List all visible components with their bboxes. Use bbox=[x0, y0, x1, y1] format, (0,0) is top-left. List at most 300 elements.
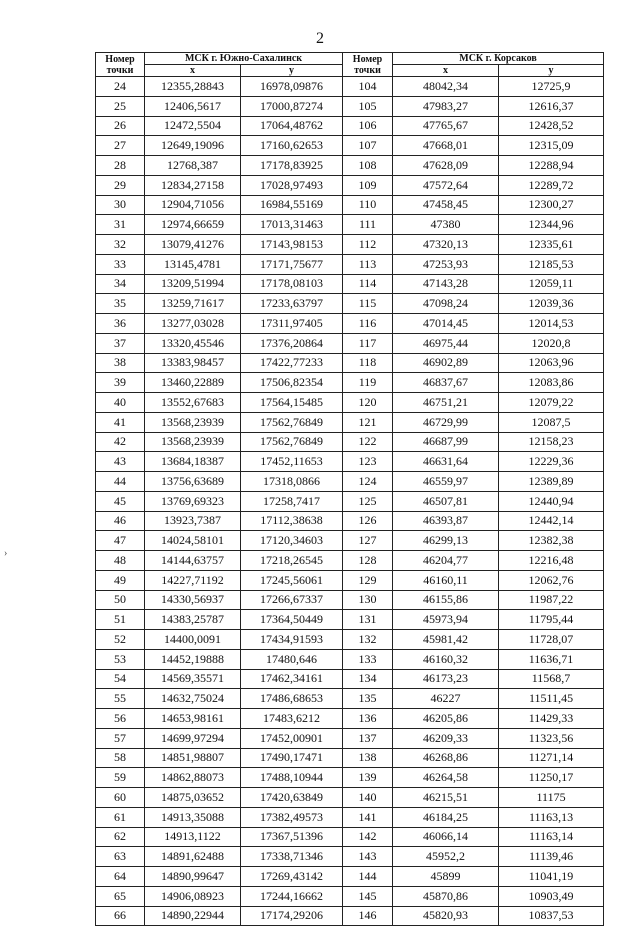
left-x-cell: 14875,03652 bbox=[145, 788, 241, 808]
left-y-cell: 17506,82354 bbox=[241, 373, 343, 393]
left-x-cell: 12406,5617 bbox=[145, 96, 241, 116]
point-number-right-cell: 110 bbox=[343, 195, 393, 215]
point-number-right-cell: 145 bbox=[343, 886, 393, 906]
left-x-cell: 12768,387 bbox=[145, 156, 241, 176]
point-number-right-cell: 127 bbox=[343, 531, 393, 551]
left-x-cell: 14144,63757 bbox=[145, 551, 241, 571]
table-row bbox=[96, 867, 604, 887]
right-y-cell: 11728,07 bbox=[499, 630, 604, 650]
left-y-cell: 17367,51396 bbox=[241, 827, 343, 847]
point-number-left-cell: 50 bbox=[96, 590, 145, 610]
point-number-left-cell: 60 bbox=[96, 788, 145, 808]
coordinates-table bbox=[95, 52, 604, 926]
right-x-cell: 47765,67 bbox=[393, 116, 499, 136]
point-number-left-cell: 65 bbox=[96, 886, 145, 906]
right-x-cell: 46268,86 bbox=[393, 748, 499, 768]
point-number-right-cell: 111 bbox=[343, 215, 393, 235]
left-x-cell: 14913,1122 bbox=[145, 827, 241, 847]
right-y-cell: 11568,7 bbox=[499, 669, 604, 689]
left-x-cell: 13277,03028 bbox=[145, 314, 241, 334]
point-number-left-cell: 48 bbox=[96, 551, 145, 571]
right-y-cell: 11987,22 bbox=[499, 590, 604, 610]
table-row bbox=[96, 827, 604, 847]
table-row bbox=[96, 788, 604, 808]
right-x-cell: 46173,23 bbox=[393, 669, 499, 689]
left-y-cell: 17233,63797 bbox=[241, 294, 343, 314]
point-number-left-cell: 66 bbox=[96, 906, 145, 926]
point-number-right-cell: 136 bbox=[343, 709, 393, 729]
point-number-left-cell: 52 bbox=[96, 630, 145, 650]
right-x-cell: 47668,01 bbox=[393, 136, 499, 156]
point-number-left-cell: 24 bbox=[96, 77, 145, 97]
left-y-cell: 17382,49573 bbox=[241, 807, 343, 827]
left-y-cell: 17422,77233 bbox=[241, 353, 343, 373]
point-number-left-cell: 63 bbox=[96, 847, 145, 867]
point-number-left-cell: 55 bbox=[96, 689, 145, 709]
left-x-cell: 13756,63689 bbox=[145, 472, 241, 492]
right-x-cell: 46205,86 bbox=[393, 709, 499, 729]
left-x-cell: 13552,67683 bbox=[145, 393, 241, 413]
left-x-cell: 12355,28843 bbox=[145, 77, 241, 97]
right-x-cell: 46751,21 bbox=[393, 393, 499, 413]
right-y-cell: 12039,36 bbox=[499, 294, 604, 314]
right-x-cell: 47014,45 bbox=[393, 314, 499, 334]
table-row bbox=[96, 235, 604, 255]
point-number-right-cell: 141 bbox=[343, 807, 393, 827]
left-x-cell: 13923,7387 bbox=[145, 511, 241, 531]
point-number-left-cell: 26 bbox=[96, 116, 145, 136]
left-y-cell: 17112,38638 bbox=[241, 511, 343, 531]
point-number-left-cell: 45 bbox=[96, 491, 145, 511]
table-row bbox=[96, 768, 604, 788]
left-y-cell: 17143,98153 bbox=[241, 235, 343, 255]
left-y-cell: 17171,75677 bbox=[241, 254, 343, 274]
table-row bbox=[96, 412, 604, 432]
left-y-cell: 17178,08103 bbox=[241, 274, 343, 294]
right-y-cell: 12382,38 bbox=[499, 531, 604, 551]
left-x-cell: 13320,45546 bbox=[145, 333, 241, 353]
left-y-header: y bbox=[241, 65, 343, 77]
left-y-cell: 17562,76849 bbox=[241, 412, 343, 432]
point-number-right-cell: 120 bbox=[343, 393, 393, 413]
table-row bbox=[96, 314, 604, 334]
right-x-cell: 45973,94 bbox=[393, 610, 499, 630]
left-y-cell: 17483,6212 bbox=[241, 709, 343, 729]
right-y-cell: 12014,53 bbox=[499, 314, 604, 334]
point-number-right-cell: 134 bbox=[343, 669, 393, 689]
point-number-left-cell: 36 bbox=[96, 314, 145, 334]
table-row bbox=[96, 630, 604, 650]
right-y-cell: 12442,14 bbox=[499, 511, 604, 531]
point-number-right-cell: 146 bbox=[343, 906, 393, 926]
point-number-right-cell: 140 bbox=[343, 788, 393, 808]
table-row bbox=[96, 452, 604, 472]
right-y-cell: 11250,17 bbox=[499, 768, 604, 788]
table-row bbox=[96, 748, 604, 768]
table-row bbox=[96, 590, 604, 610]
right-x-cell: 46184,25 bbox=[393, 807, 499, 827]
table-row bbox=[96, 156, 604, 176]
right-y-cell: 12229,36 bbox=[499, 452, 604, 472]
right-x-cell: 47253,93 bbox=[393, 254, 499, 274]
right-y-cell: 10903,49 bbox=[499, 886, 604, 906]
table-row bbox=[96, 294, 604, 314]
left-y-cell: 17434,91593 bbox=[241, 630, 343, 650]
point-number-right-cell: 105 bbox=[343, 96, 393, 116]
right-x-cell: 45952,2 bbox=[393, 847, 499, 867]
left-y-cell: 17258,7417 bbox=[241, 491, 343, 511]
left-x-cell: 12974,66659 bbox=[145, 215, 241, 235]
table-row bbox=[96, 116, 604, 136]
point-number-right-cell: 116 bbox=[343, 314, 393, 334]
table-row bbox=[96, 610, 604, 630]
point-number-right-cell: 106 bbox=[343, 116, 393, 136]
point-number-right-cell: 137 bbox=[343, 728, 393, 748]
right-y-cell: 11429,33 bbox=[499, 709, 604, 729]
point-number-left-cell: 28 bbox=[96, 156, 145, 176]
right-y-cell: 11163,14 bbox=[499, 827, 604, 847]
left-x-cell: 14699,97294 bbox=[145, 728, 241, 748]
point-number-left-cell: 41 bbox=[96, 412, 145, 432]
left-y-cell: 17218,26545 bbox=[241, 551, 343, 571]
point-number-left-cell: 42 bbox=[96, 432, 145, 452]
left-x-cell: 14913,35088 bbox=[145, 807, 241, 827]
left-x-cell: 14906,08923 bbox=[145, 886, 241, 906]
right-x-cell: 46066,14 bbox=[393, 827, 499, 847]
point-number-right-cell: 118 bbox=[343, 353, 393, 373]
right-x-cell: 46837,67 bbox=[393, 373, 499, 393]
left-x-cell: 12834,27158 bbox=[145, 175, 241, 195]
left-y-cell: 17462,34161 bbox=[241, 669, 343, 689]
scan-mark: › bbox=[4, 548, 8, 559]
left-x-cell: 14452,19888 bbox=[145, 649, 241, 669]
right-y-cell: 11636,71 bbox=[499, 649, 604, 669]
left-x-cell: 13383,98457 bbox=[145, 353, 241, 373]
table-row bbox=[96, 491, 604, 511]
point-number-header-left: Номер точки bbox=[96, 53, 145, 77]
table-row bbox=[96, 847, 604, 867]
point-number-right-cell: 112 bbox=[343, 235, 393, 255]
table-row bbox=[96, 77, 604, 97]
point-number-left-cell: 61 bbox=[96, 807, 145, 827]
point-number-left-cell: 32 bbox=[96, 235, 145, 255]
table-row bbox=[96, 195, 604, 215]
point-number-right-cell: 139 bbox=[343, 768, 393, 788]
right-x-cell: 46160,11 bbox=[393, 570, 499, 590]
left-x-cell: 14569,35571 bbox=[145, 669, 241, 689]
point-number-right-cell: 121 bbox=[343, 412, 393, 432]
left-y-cell: 17488,10944 bbox=[241, 768, 343, 788]
point-number-left-cell: 49 bbox=[96, 570, 145, 590]
table-row bbox=[96, 333, 604, 353]
point-number-right-cell: 142 bbox=[343, 827, 393, 847]
right-x-cell: 46729,99 bbox=[393, 412, 499, 432]
left-x-header: x bbox=[145, 65, 241, 77]
left-x-cell: 14890,99647 bbox=[145, 867, 241, 887]
left-x-cell: 14862,88073 bbox=[145, 768, 241, 788]
left-x-cell: 12904,71056 bbox=[145, 195, 241, 215]
table-row bbox=[96, 254, 604, 274]
table-row bbox=[96, 96, 604, 116]
right-system-header: МСК г. Корсаков bbox=[393, 53, 604, 65]
point-number-left-cell: 62 bbox=[96, 827, 145, 847]
table-row bbox=[96, 709, 604, 729]
left-y-cell: 17486,68653 bbox=[241, 689, 343, 709]
right-y-cell: 12083,86 bbox=[499, 373, 604, 393]
right-y-cell: 12185,53 bbox=[499, 254, 604, 274]
left-x-cell: 12649,19096 bbox=[145, 136, 241, 156]
right-x-cell: 45981,42 bbox=[393, 630, 499, 650]
left-x-cell: 14891,62488 bbox=[145, 847, 241, 867]
left-x-cell: 14330,56937 bbox=[145, 590, 241, 610]
left-x-cell: 14632,75024 bbox=[145, 689, 241, 709]
left-x-cell: 13769,69323 bbox=[145, 491, 241, 511]
left-x-cell: 13079,41276 bbox=[145, 235, 241, 255]
left-y-cell: 17490,17471 bbox=[241, 748, 343, 768]
point-number-right-cell: 132 bbox=[343, 630, 393, 650]
left-y-cell: 17480,646 bbox=[241, 649, 343, 669]
point-number-left-cell: 40 bbox=[96, 393, 145, 413]
table-row bbox=[96, 215, 604, 235]
right-y-cell: 12020,8 bbox=[499, 333, 604, 353]
table-row bbox=[96, 432, 604, 452]
right-y-cell: 12428,52 bbox=[499, 116, 604, 136]
left-x-cell: 13259,71617 bbox=[145, 294, 241, 314]
right-x-cell: 45899 bbox=[393, 867, 499, 887]
table-row bbox=[96, 886, 604, 906]
left-y-cell: 17245,56061 bbox=[241, 570, 343, 590]
page-number: 2 bbox=[316, 30, 324, 47]
left-x-cell: 13209,51994 bbox=[145, 274, 241, 294]
left-x-cell: 14890,22944 bbox=[145, 906, 241, 926]
right-y-cell: 11041,19 bbox=[499, 867, 604, 887]
right-x-cell: 46687,99 bbox=[393, 432, 499, 452]
right-y-cell: 11323,56 bbox=[499, 728, 604, 748]
left-y-cell: 17000,87274 bbox=[241, 96, 343, 116]
point-number-right-cell: 124 bbox=[343, 472, 393, 492]
right-x-cell: 46975,44 bbox=[393, 333, 499, 353]
right-y-cell: 11139,46 bbox=[499, 847, 604, 867]
point-number-left-cell: 27 bbox=[96, 136, 145, 156]
point-number-right-cell: 144 bbox=[343, 867, 393, 887]
point-number-left-cell: 47 bbox=[96, 531, 145, 551]
point-number-left-cell: 44 bbox=[96, 472, 145, 492]
table-row bbox=[96, 551, 604, 571]
right-y-cell: 11175 bbox=[499, 788, 604, 808]
left-y-cell: 17364,50449 bbox=[241, 610, 343, 630]
right-y-cell: 12289,72 bbox=[499, 175, 604, 195]
table-row bbox=[96, 353, 604, 373]
table-row bbox=[96, 906, 604, 926]
left-y-cell: 17178,83925 bbox=[241, 156, 343, 176]
table-row bbox=[96, 807, 604, 827]
left-x-cell: 14400,0091 bbox=[145, 630, 241, 650]
point-number-left-cell: 30 bbox=[96, 195, 145, 215]
left-y-cell: 17244,16662 bbox=[241, 886, 343, 906]
left-y-cell: 17311,97405 bbox=[241, 314, 343, 334]
point-number-left-cell: 57 bbox=[96, 728, 145, 748]
right-x-cell: 45820,93 bbox=[393, 906, 499, 926]
point-number-right-cell: 114 bbox=[343, 274, 393, 294]
right-y-cell: 12158,23 bbox=[499, 432, 604, 452]
left-y-cell: 17562,76849 bbox=[241, 432, 343, 452]
left-x-cell: 13568,23939 bbox=[145, 432, 241, 452]
right-y-cell: 12300,27 bbox=[499, 195, 604, 215]
right-x-cell: 46215,51 bbox=[393, 788, 499, 808]
left-x-cell: 14024,58101 bbox=[145, 531, 241, 551]
point-number-right-cell: 130 bbox=[343, 590, 393, 610]
point-number-header-right: Номер точки bbox=[343, 53, 393, 77]
point-number-right-cell: 143 bbox=[343, 847, 393, 867]
right-x-cell: 45870,86 bbox=[393, 886, 499, 906]
left-y-cell: 16984,55169 bbox=[241, 195, 343, 215]
right-x-cell: 46631,64 bbox=[393, 452, 499, 472]
left-x-cell: 14851,98807 bbox=[145, 748, 241, 768]
left-y-cell: 17452,11653 bbox=[241, 452, 343, 472]
point-number-right-cell: 109 bbox=[343, 175, 393, 195]
point-number-right-cell: 115 bbox=[343, 294, 393, 314]
left-y-cell: 17013,31463 bbox=[241, 215, 343, 235]
right-y-cell: 10837,53 bbox=[499, 906, 604, 926]
left-y-cell: 17564,15485 bbox=[241, 393, 343, 413]
left-x-cell: 14227,71192 bbox=[145, 570, 241, 590]
right-x-cell: 46264,58 bbox=[393, 768, 499, 788]
point-number-right-cell: 125 bbox=[343, 491, 393, 511]
left-y-cell: 17120,34603 bbox=[241, 531, 343, 551]
right-y-cell: 12616,37 bbox=[499, 96, 604, 116]
right-x-cell: 46299,13 bbox=[393, 531, 499, 551]
left-x-cell: 12472,5504 bbox=[145, 116, 241, 136]
right-y-cell: 11795,44 bbox=[499, 610, 604, 630]
right-x-cell: 46160,32 bbox=[393, 649, 499, 669]
right-x-cell: 47458,45 bbox=[393, 195, 499, 215]
point-number-right-cell: 108 bbox=[343, 156, 393, 176]
left-y-cell: 17338,71346 bbox=[241, 847, 343, 867]
right-y-cell: 12216,48 bbox=[499, 551, 604, 571]
point-number-left-cell: 37 bbox=[96, 333, 145, 353]
table-row bbox=[96, 175, 604, 195]
right-x-cell: 47143,28 bbox=[393, 274, 499, 294]
right-x-cell: 46209,33 bbox=[393, 728, 499, 748]
right-y-cell: 11271,14 bbox=[499, 748, 604, 768]
table-row bbox=[96, 472, 604, 492]
point-number-right-cell: 104 bbox=[343, 77, 393, 97]
right-x-cell: 46393,87 bbox=[393, 511, 499, 531]
point-number-left-cell: 64 bbox=[96, 867, 145, 887]
point-number-right-cell: 135 bbox=[343, 689, 393, 709]
table-row bbox=[96, 728, 604, 748]
left-y-cell: 17028,97493 bbox=[241, 175, 343, 195]
right-y-cell: 12344,96 bbox=[499, 215, 604, 235]
left-y-cell: 17064,48762 bbox=[241, 116, 343, 136]
point-number-right-cell: 133 bbox=[343, 649, 393, 669]
point-number-left-cell: 29 bbox=[96, 175, 145, 195]
table-row bbox=[96, 689, 604, 709]
table-row bbox=[96, 570, 604, 590]
left-y-cell: 17174,29206 bbox=[241, 906, 343, 926]
point-number-right-cell: 123 bbox=[343, 452, 393, 472]
point-number-left-cell: 59 bbox=[96, 768, 145, 788]
point-number-left-cell: 25 bbox=[96, 96, 145, 116]
right-y-cell: 12063,96 bbox=[499, 353, 604, 373]
right-x-cell: 47380 bbox=[393, 215, 499, 235]
left-y-cell: 17160,62653 bbox=[241, 136, 343, 156]
point-number-right-cell: 117 bbox=[343, 333, 393, 353]
point-number-right-cell: 128 bbox=[343, 551, 393, 571]
right-x-cell: 46559,97 bbox=[393, 472, 499, 492]
point-number-left-cell: 56 bbox=[96, 709, 145, 729]
right-y-cell: 12389,89 bbox=[499, 472, 604, 492]
point-number-left-cell: 53 bbox=[96, 649, 145, 669]
left-y-cell: 17269,43142 bbox=[241, 867, 343, 887]
table-row bbox=[96, 669, 604, 689]
right-x-cell: 46155,86 bbox=[393, 590, 499, 610]
right-y-cell: 11511,45 bbox=[499, 689, 604, 709]
table-row bbox=[96, 373, 604, 393]
point-number-left-cell: 39 bbox=[96, 373, 145, 393]
table-row bbox=[96, 274, 604, 294]
left-system-header: МСК г. Южно-Сахалинск bbox=[145, 53, 343, 65]
right-x-cell: 47098,24 bbox=[393, 294, 499, 314]
right-x-cell: 48042,34 bbox=[393, 77, 499, 97]
table-body bbox=[96, 77, 604, 926]
right-x-cell: 47572,64 bbox=[393, 175, 499, 195]
point-number-left-cell: 38 bbox=[96, 353, 145, 373]
left-x-cell: 13145,4781 bbox=[145, 254, 241, 274]
point-number-right-cell: 107 bbox=[343, 136, 393, 156]
right-y-cell: 12725,9 bbox=[499, 77, 604, 97]
table-row bbox=[96, 136, 604, 156]
right-y-cell: 12440,94 bbox=[499, 491, 604, 511]
point-number-left-cell: 33 bbox=[96, 254, 145, 274]
table-row bbox=[96, 649, 604, 669]
point-number-left-cell: 34 bbox=[96, 274, 145, 294]
table-row bbox=[96, 393, 604, 413]
table-row bbox=[96, 531, 604, 551]
left-x-cell: 14653,98161 bbox=[145, 709, 241, 729]
point-number-left-cell: 54 bbox=[96, 669, 145, 689]
left-x-cell: 13684,18387 bbox=[145, 452, 241, 472]
right-y-cell: 12315,09 bbox=[499, 136, 604, 156]
left-y-cell: 17266,67337 bbox=[241, 590, 343, 610]
right-x-cell: 46227 bbox=[393, 689, 499, 709]
right-y-cell: 12335,61 bbox=[499, 235, 604, 255]
left-y-cell: 17318,0866 bbox=[241, 472, 343, 492]
point-number-right-cell: 131 bbox=[343, 610, 393, 630]
right-x-cell: 46204,77 bbox=[393, 551, 499, 571]
left-y-cell: 17420,63849 bbox=[241, 788, 343, 808]
right-x-cell: 46902,89 bbox=[393, 353, 499, 373]
right-y-cell: 12087,5 bbox=[499, 412, 604, 432]
right-y-cell: 11163,13 bbox=[499, 807, 604, 827]
left-x-cell: 13460,22889 bbox=[145, 373, 241, 393]
right-x-cell: 47628,09 bbox=[393, 156, 499, 176]
left-y-cell: 16978,09876 bbox=[241, 77, 343, 97]
point-number-left-cell: 43 bbox=[96, 452, 145, 472]
left-x-cell: 13568,23939 bbox=[145, 412, 241, 432]
point-number-left-cell: 46 bbox=[96, 511, 145, 531]
right-x-header: x bbox=[393, 65, 499, 77]
right-x-cell: 47983,27 bbox=[393, 96, 499, 116]
point-number-right-cell: 113 bbox=[343, 254, 393, 274]
right-x-cell: 47320,13 bbox=[393, 235, 499, 255]
right-x-cell: 46507,81 bbox=[393, 491, 499, 511]
point-number-left-cell: 31 bbox=[96, 215, 145, 235]
point-number-right-cell: 126 bbox=[343, 511, 393, 531]
right-y-cell: 12062,76 bbox=[499, 570, 604, 590]
point-number-right-cell: 138 bbox=[343, 748, 393, 768]
left-x-cell: 14383,25787 bbox=[145, 610, 241, 630]
